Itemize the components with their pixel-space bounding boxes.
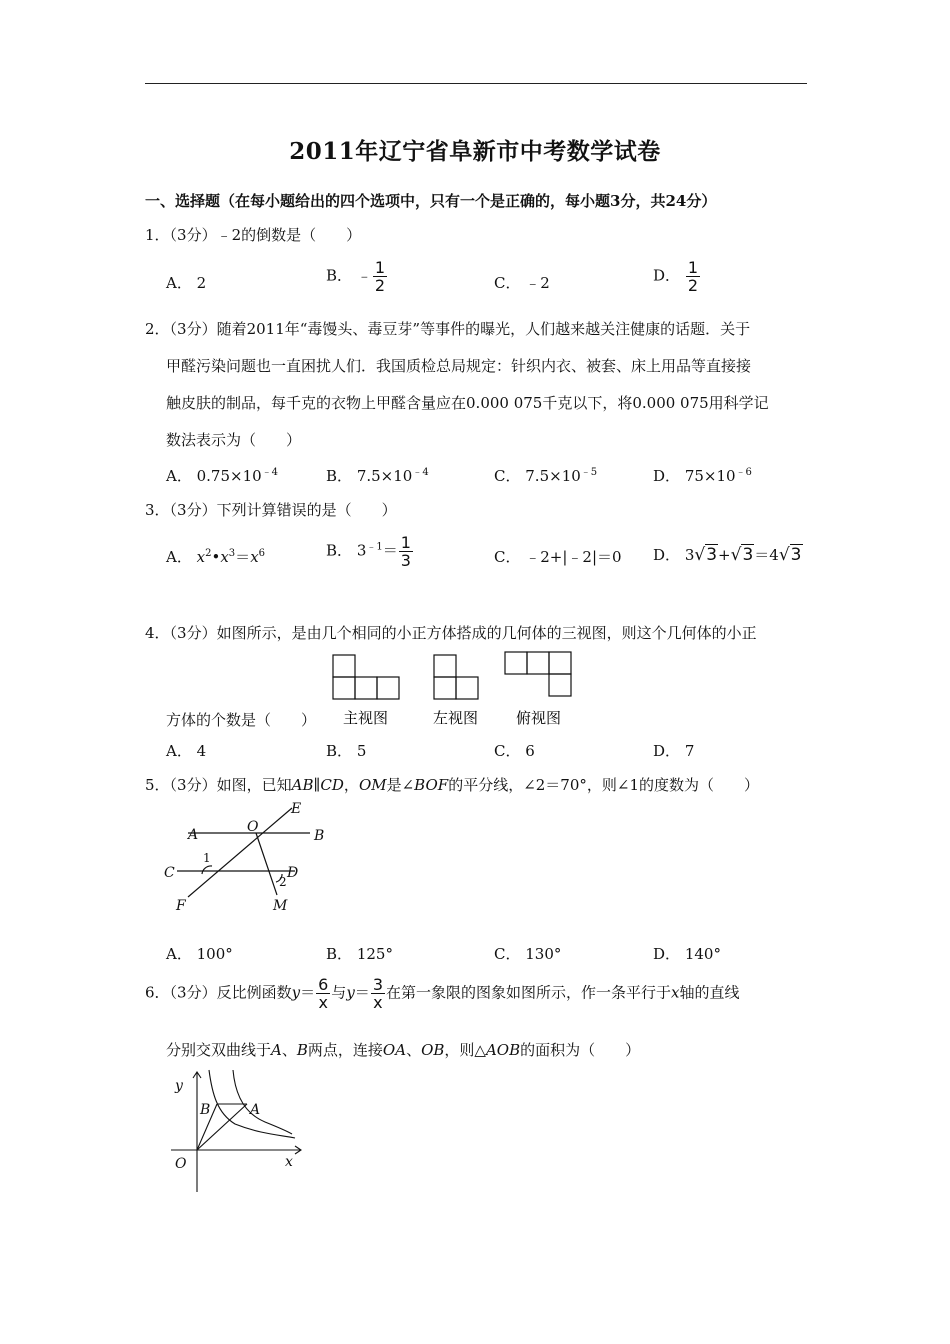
- q2-option-d: D． $75\times 10^{﹣6}$: [653, 467, 752, 485]
- fraction: $\frac{1}{2}$: [374, 258, 386, 295]
- top-view-label: 俯视图: [516, 709, 562, 727]
- three-views-figure: [330, 652, 580, 730]
- label-O: O: [247, 819, 259, 835]
- q2-line-4: 数法表示为（ ）: [166, 431, 302, 449]
- point-B-label: B: [200, 1102, 211, 1118]
- axis-x-label: x: [285, 1154, 293, 1170]
- q3-option-d: D． 3√3+√3＝4√3: [653, 545, 802, 565]
- q1-option-c: C． ﹣2: [494, 274, 550, 292]
- point-A-label: A: [250, 1102, 261, 1118]
- question-3: 3．（3分）下列计算错误的是（ ）: [145, 501, 397, 519]
- question-4: 4．（3分）如图所示，是由几个相同的小正方体搭成的几何体的三视图，则这个几何体的小正: [145, 624, 757, 642]
- q5-option-c: C． 130°: [494, 945, 562, 963]
- label-B: B: [314, 828, 325, 844]
- question-6: 6．（3分）反比例函数y＝ $\frac{6}{x}$ 与y＝ $\frac{3}{x}$ 在第一象限的图象如图所示，作一条平行于x轴的直线: [145, 975, 740, 1012]
- q5-option-a: A． 100°: [166, 945, 233, 963]
- parallel-lines-figure: [160, 800, 340, 915]
- q1-option-d: D． $\frac{1}{2}$: [653, 258, 698, 295]
- q4-option-c: C． 6: [494, 742, 535, 760]
- q2-line-2: 甲醛污染问题也一直困扰人们．我国质检总局规定：针织内衣、被套、床上用品等直接接: [166, 357, 752, 375]
- label-D: D: [287, 865, 299, 881]
- axis-y-label: y: [175, 1078, 183, 1094]
- fraction: $\frac{3}{x}$: [372, 975, 383, 1012]
- question-1: 1．（3分）﹣2的倒数是（ ）: [145, 226, 362, 244]
- q4-option-b: B． 5: [326, 742, 367, 760]
- top-rule: [145, 83, 807, 84]
- label-M: M: [273, 898, 288, 914]
- q3-option-b: B． $3^{﹣1}=$ $\frac{1}{3}$: [326, 533, 411, 570]
- hyperbola-figure: [165, 1068, 310, 1196]
- q1-option-a: A． 2: [166, 274, 207, 292]
- question-2: 2．（3分）随着2011年“毒馒头、毒豆芽”等事件的曝光，人们越来越关注健康的话题．关于: [145, 320, 751, 338]
- label-A: A: [188, 827, 199, 843]
- label-E: E: [291, 801, 302, 817]
- q2-option-c: C． $7.5\times 10^{﹣5}$: [494, 467, 598, 485]
- angle-1-label: 1: [203, 851, 211, 865]
- page-title: 2011年辽宁省阜新市中考数学试卷: [289, 138, 661, 165]
- label-C: C: [164, 865, 175, 881]
- q4-option-a: A． 4: [166, 742, 207, 760]
- q1-option-b: B． ﹣ $\frac{1}{2}$: [326, 258, 386, 295]
- q4-option-d: D． 7: [653, 742, 695, 760]
- left-view-label: 左视图: [433, 709, 479, 727]
- angle-2-label: 2: [279, 875, 287, 889]
- q3-option-a: A． $x^2•x^3=x^6$: [166, 548, 266, 566]
- q2-line-3: 触皮肤的制品，每千克的衣物上甲醛含量应在0.000 075千克以下，将0.000 075用科学记: [166, 394, 769, 412]
- fraction: $\frac{1}{3}$: [400, 533, 411, 570]
- q2-option-a: A． $0.75\times 10^{﹣4}$: [166, 467, 279, 485]
- fraction: $\frac{1}{2}$: [687, 258, 698, 295]
- q5-option-d: D． 140°: [653, 945, 721, 963]
- q6-line-2: 分别交双曲线于A、B两点，连接OA、OB，则△AOB的面积为（ ）: [166, 1041, 641, 1059]
- origin-label: O: [175, 1156, 187, 1172]
- q4-line-2: 方体的个数是（ ）: [166, 711, 317, 729]
- question-5: 5．（3分）如图，已知AB∥CD，OM是∠BOF的平分线，∠2＝70°，则∠1的度数为（ ）: [145, 776, 759, 794]
- section-heading: 一、选择题（在每小题给出的四个选项中，只有一个是正确的，每小题3分，共24分）: [145, 192, 717, 210]
- front-view-label: 主视图: [343, 709, 389, 727]
- q3-option-c: C． ﹣2+|﹣2|＝0: [494, 548, 622, 566]
- q5-option-b: B． 125°: [326, 945, 393, 963]
- q2-option-b: B． $7.5\times 10^{﹣4}$: [326, 467, 429, 485]
- label-F: F: [176, 898, 186, 914]
- fraction: $\frac{6}{x}$: [318, 975, 329, 1012]
